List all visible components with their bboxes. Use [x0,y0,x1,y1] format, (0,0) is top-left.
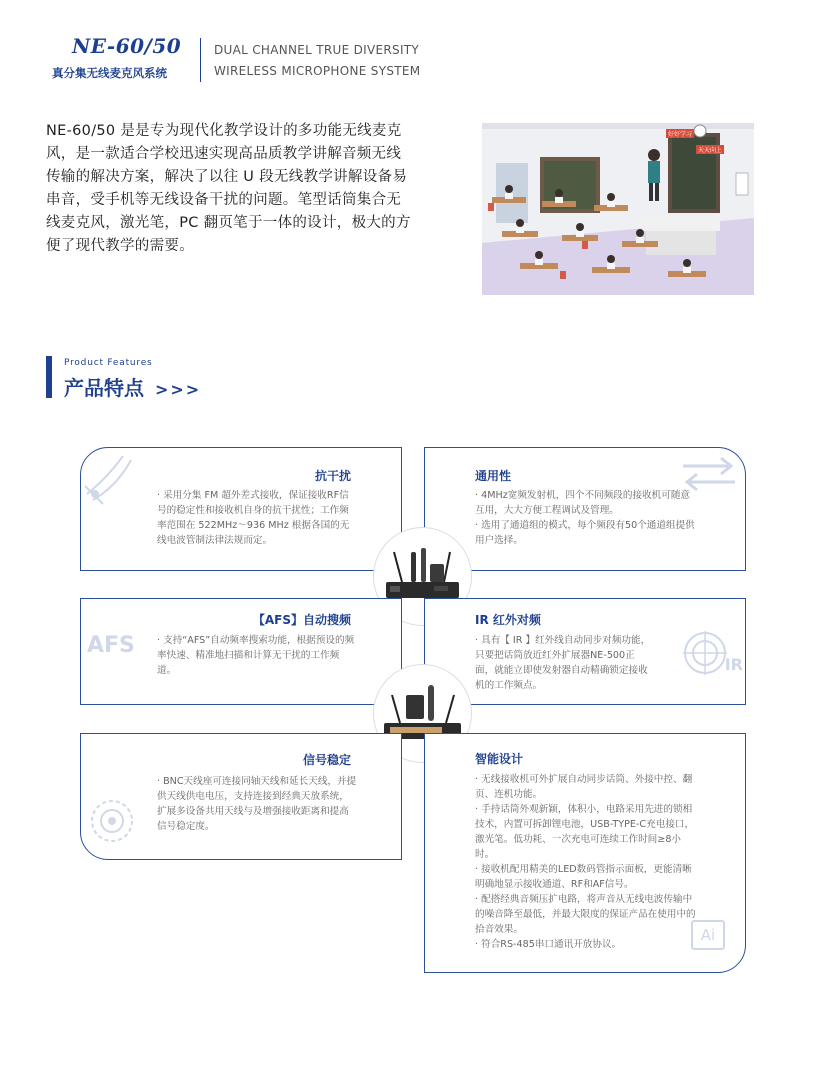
card-title-afs: 【AFS】自动搜频 [252,613,351,627]
english-title-line2: WIRELESS MICROPHONE SYSTEM [214,64,421,78]
card-title-smart: 智能设计 [475,752,524,766]
card-body-ir [475,633,653,693]
classroom-illustration [482,123,754,295]
feature-card-afs [80,598,402,705]
satellite-icon [83,450,145,512]
signal-radar-icon [87,796,137,846]
section-title-english: Product Features [64,358,153,368]
section-accent-bar [46,356,52,398]
feature-item: · 选用了通道组的模式，每个频段有50个通道组提供用户选择。 [475,520,695,546]
feature-card-anti-interference [80,447,402,571]
feature-item: · 无线接收机可外扩展自动同步话筒、外接中控、翻页、连机功能。 [475,774,693,800]
card-body-afs [157,633,357,678]
card-title-universal: 通用性 [475,469,512,483]
ir-target-icon [681,625,739,683]
classroom-illustration-svg [482,123,754,295]
feature-item: · 采用分集 FM 超外差式接收，保证接收RF信号的稳定性和接收机自身的抗干扰性；工作频率范围在 522MHz～936 MHz 根据各国的无线电波管制法律法规而定。 [157,490,350,546]
feature-item: · 符合RS-485串口通讯开放协议。 [475,939,622,950]
section-title [64,372,201,401]
feature-card-smart [424,733,746,973]
feature-card-signal [80,733,402,860]
card-body-smart [475,772,697,952]
sign-text-1: 好好学习 [668,131,693,138]
card-title-ir: IR 红外对频 [475,613,541,627]
card-body-signal [157,774,357,834]
card-body-anti-interference [157,488,357,548]
feature-card-ir [424,598,746,705]
section-title-cn: 产品特点 [64,376,144,400]
feature-item: · BNC天线座可连接同轴天线和延长天线，并提供天线供电电压，支持连接到经典天放系统，扩展多设备共用天线与及增强接收距离和提高信号稳定度。 [157,776,357,832]
card-title-anti-interference: 抗干扰 [314,469,351,483]
model-name: NE-60/50 [72,34,182,58]
feature-item: · 配搭经典音频压扩电路，将声音从无线电波传输中的噪音降至最低，并最大限度的保证产品在使用中的拾音效果。 [475,894,696,935]
section-arrows: >>> [154,380,202,399]
ir-icon-label: IR [724,655,743,674]
feature-item: · 支持“AFS”自动频率搜索功能，根据预设的频率快速、精准地扫描和计算无干扰的工作频道。 [157,635,355,676]
ai-icon: Ai [691,920,725,950]
english-title-line1: DUAL CHANNEL TRUE DIVERSITY [214,43,420,57]
intro-paragraph: NE-60/50 是是专为现代化教学设计的多功能无线麦克风，是一款适合学校迅速实现高品质教学讲解音频无线传输的解决方案，解决了以往 U 段无线教学讲解设备易串音，受手机等无线设备干扰的问题。笔型话筒集合无线麦克风，激光笔，PC 翻页笔于一体的设计，极大的方便了现代教学的需要。 [46,123,411,254]
sign-text-2: 天天向上 [698,147,723,154]
product-subtitle: 真分集无线麦克风系统 [52,66,167,80]
feature-item: · 4MHz宽频发射机，四个不同频段的接收机可随意互用，大大方便工程调试及管理。 [475,490,691,516]
card-title-signal: 信号稳定 [302,753,351,767]
feature-item: · 接收机配用精美的LED数码管指示面板，更能清晰明确地显示接收通道、RF和AF信号。 [475,864,692,890]
english-title [214,40,420,82]
afs-icon: AFS [87,633,135,658]
header-divider [200,38,201,82]
feature-card-universal [424,447,746,571]
card-body-universal [475,488,697,548]
feature-item: · 手持话筒外观新颖，体积小，电路采用先进的锁相技术，内置可拆卸锂电池，USB-TYPE-C充电接口，激光笔。低功耗、一次充电可连续工作时间≥8小时。 [475,804,695,860]
feature-item: · 具有【 IR 】红外线自动同步对频功能，只要把话筒放近红外扩展器NE-500正面，就能立即使发射器自动精确锁定接收机的工作频点。 [475,635,651,691]
